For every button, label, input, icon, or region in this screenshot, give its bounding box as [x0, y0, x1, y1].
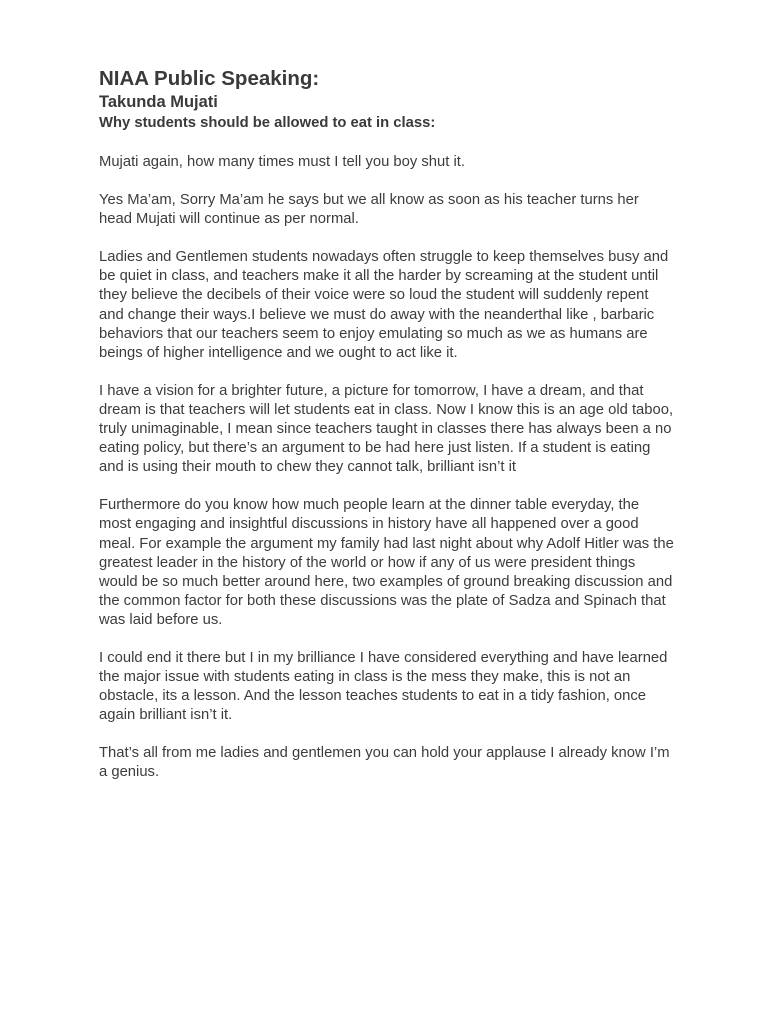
- paragraph: Mujati again, how many times must I tell you boy shut it.: [99, 154, 465, 170]
- author-name: Takunda Mujati: [99, 93, 218, 111]
- paragraph: I have a vision for a brighter future, a picture for tomorrow, I have a dream, and that dream is that teachers will let students eat in class. Now I know this is an age old taboo, truly unimaginable, I mean since teachers taught in classes there has always been a no eating policy, but there’s an argument to be had here just listen. If a student is eating and is using their mouth to chew they cannot talk, brilliant isn’t it: [99, 382, 674, 476]
- document-title: NIAA Public Speaking:: [99, 67, 320, 90]
- paragraph: Ladies and Gentlemen students nowadays often struggle to keep themselves busy and be quiet in class, and teachers make it all the harder by screaming at the student until they believe the decibels of their voice were so loud the student will suddenly repent and change their ways.I believe we must do away with the neanderthal like , barbaric behaviors that our teachers seem to enjoy emulating so much as we as humans are beings of higher intelligence and we ought to act like it.: [99, 249, 669, 361]
- paragraph: Furthermore do you know how much people learn at the dinner table everyday, the most engaging and insightful discussions in history have all happened over a good meal. For example the argument my family had last night about why Adolf Hitler was the greatest leader in the history of the world or how if any of us were president things would be so much better around here, two examples of ground breaking discussion and the common factor for both these discussions was the plate of Sadza and Spinach that was laid before us.: [99, 497, 674, 628]
- paragraph: Yes Ma’am, Sorry Ma’am he says but we all know as soon as his teacher turns her head Mujati will continue as per normal.: [99, 192, 639, 228]
- paragraph: I could end it there but I in my brilliance I have considered everything and have learned the major issue with students eating in class is the mess they make, this is not an obstacle, its a lesson. And the lesson teaches students to eat in a tidy fashion, once again brilliant isn’t it.: [99, 649, 668, 724]
- paragraph: That’s all from me ladies and gentlemen you can hold your applause I already know I’m a genius.: [99, 745, 670, 781]
- speech-subtitle: Why students should be allowed to eat in class:: [99, 115, 436, 131]
- document-page: [99, 66, 674, 802]
